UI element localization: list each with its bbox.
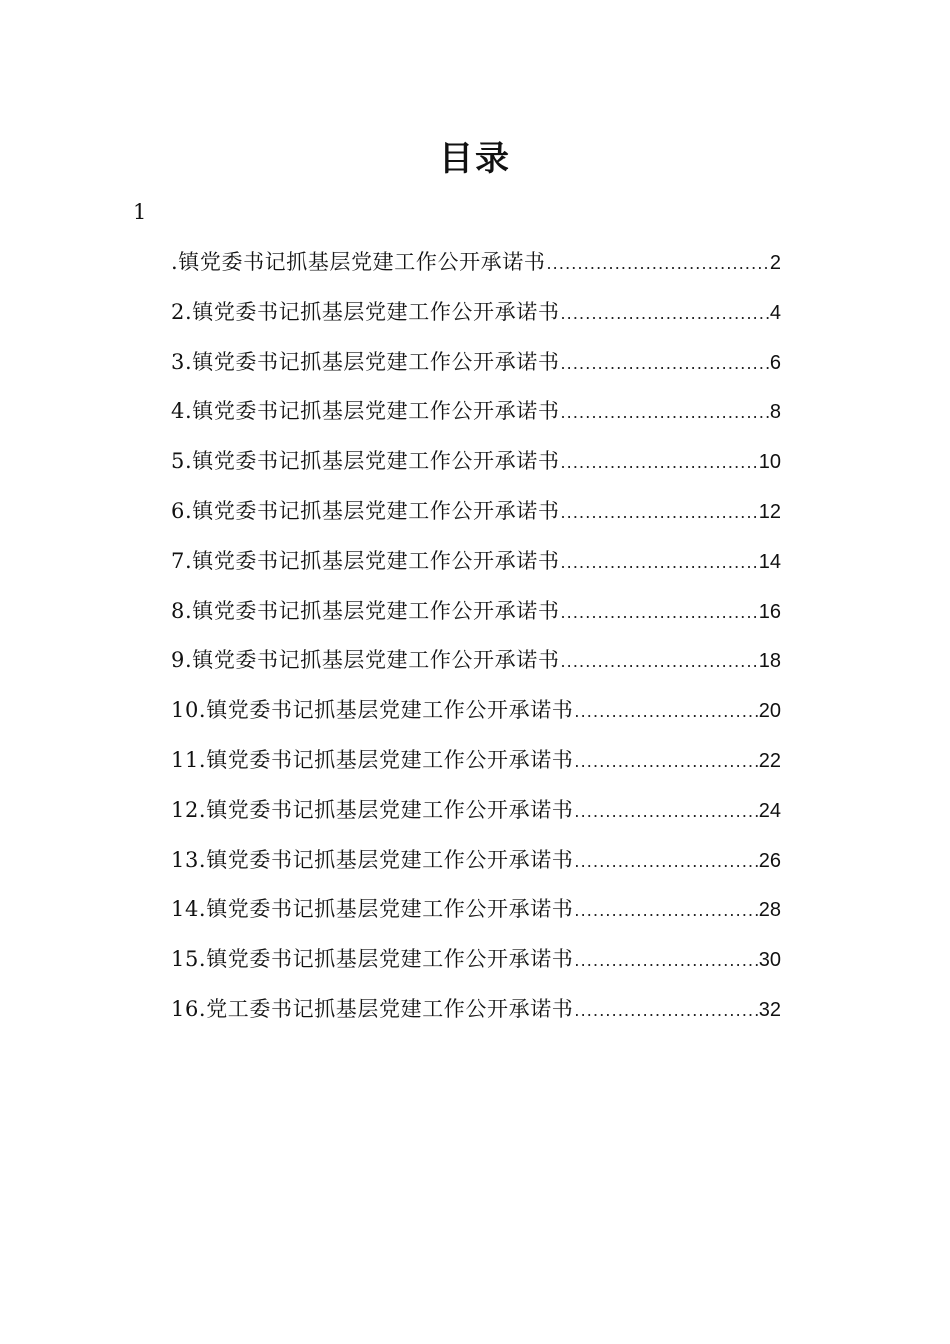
toc-entry-page-number: 16: [758, 600, 781, 623]
toc-entry[interactable]: [171, 935, 781, 985]
toc-entry-page-number: 18: [758, 650, 781, 673]
toc-entry[interactable]: [171, 288, 781, 338]
toc-entry-page-number: 24: [758, 799, 781, 822]
toc-entry[interactable]: [171, 437, 781, 487]
dot-leader: [574, 837, 757, 887]
toc-entry[interactable]: [171, 487, 781, 537]
page-title: 目录: [439, 139, 511, 179]
toc-entry[interactable]: [171, 338, 781, 388]
dot-leader: [574, 787, 757, 837]
dot-leader: [560, 289, 768, 339]
toc-entry-label: 7.镇党委书记抓基层党建工作公开承诺书: [171, 548, 560, 573]
toc-entry[interactable]: [171, 636, 781, 686]
toc-entry-label: 3.镇党委书记抓基层党建工作公开承诺书: [171, 349, 560, 374]
toc-entry-label: 13.镇党委书记抓基层党建工作公开承诺书: [171, 847, 574, 872]
toc-entry-page-number: 4: [769, 301, 781, 324]
toc-entry-page-number: 22: [758, 749, 781, 772]
dot-leader: [574, 687, 757, 737]
dot-leader: [560, 488, 757, 538]
toc-entry-label: 2.镇党委书记抓基层党建工作公开承诺书: [171, 299, 560, 324]
toc-entry-label: 11.镇党委书记抓基层党建工作公开承诺书: [171, 747, 574, 772]
dot-leader: [560, 637, 757, 687]
toc-entry[interactable]: [171, 537, 781, 587]
toc-entry[interactable]: [171, 985, 781, 1035]
table-of-contents: [171, 238, 781, 1035]
toc-entry-page-number: 12: [758, 500, 781, 523]
toc-entry[interactable]: [171, 786, 781, 836]
orphan-list-number: 1: [133, 200, 147, 224]
toc-entry-page-number: 28: [758, 899, 781, 922]
toc-entry-label: 9.镇党委书记抓基层党建工作公开承诺书: [171, 648, 560, 673]
toc-entry-label: 4.镇党委书记抓基层党建工作公开承诺书: [171, 399, 560, 424]
toc-entry-page-number: 30: [758, 949, 781, 972]
dot-leader: [574, 737, 757, 787]
toc-entry-label: 14.镇党委书记抓基层党建工作公开承诺书: [171, 897, 574, 922]
dot-leader: [574, 986, 757, 1036]
toc-entry[interactable]: [171, 587, 781, 637]
toc-entry[interactable]: [171, 686, 781, 736]
dot-leader: [546, 239, 768, 289]
toc-entry-page-number: 20: [758, 700, 781, 723]
toc-entry-label: 15.镇党委书记抓基层党建工作公开承诺书: [171, 947, 574, 972]
toc-entry-label: 5.镇党委书记抓基层党建工作公开承诺书: [171, 449, 560, 474]
toc-entry[interactable]: [171, 885, 781, 935]
dot-leader: [560, 538, 757, 588]
dot-leader: [560, 438, 757, 488]
toc-entry-page-number: 6: [769, 351, 781, 374]
toc-entry[interactable]: [171, 736, 781, 786]
toc-entry-label: 6.镇党委书记抓基层党建工作公开承诺书: [171, 498, 560, 523]
toc-entry-label: 12.镇党委书记抓基层党建工作公开承诺书: [171, 797, 574, 822]
toc-entry[interactable]: [171, 238, 781, 288]
toc-entry-page-number: 26: [758, 849, 781, 872]
toc-entry-page-number: 32: [758, 998, 781, 1021]
toc-entry-label: 8.镇党委书记抓基层党建工作公开承诺书: [171, 598, 560, 623]
toc-entry-page-number: 8: [769, 401, 781, 424]
dot-leader: [560, 339, 768, 389]
toc-entry-page-number: 14: [758, 550, 781, 573]
toc-entry-label: .镇党委书记抓基层党建工作公开承诺书: [171, 250, 546, 274]
toc-entry[interactable]: [171, 836, 781, 886]
toc-entry-label: 16.党工委书记抓基层党建工作公开承诺书: [171, 996, 574, 1021]
toc-entry[interactable]: [171, 387, 781, 437]
toc-entry-page-number: 10: [758, 451, 781, 474]
dot-leader: [574, 936, 757, 986]
toc-entry-page-number: 2: [769, 252, 781, 274]
dot-leader: [560, 588, 757, 638]
dot-leader: [574, 886, 757, 936]
dot-leader: [560, 388, 768, 438]
toc-entry-label: 10.镇党委书记抓基层党建工作公开承诺书: [171, 698, 574, 723]
